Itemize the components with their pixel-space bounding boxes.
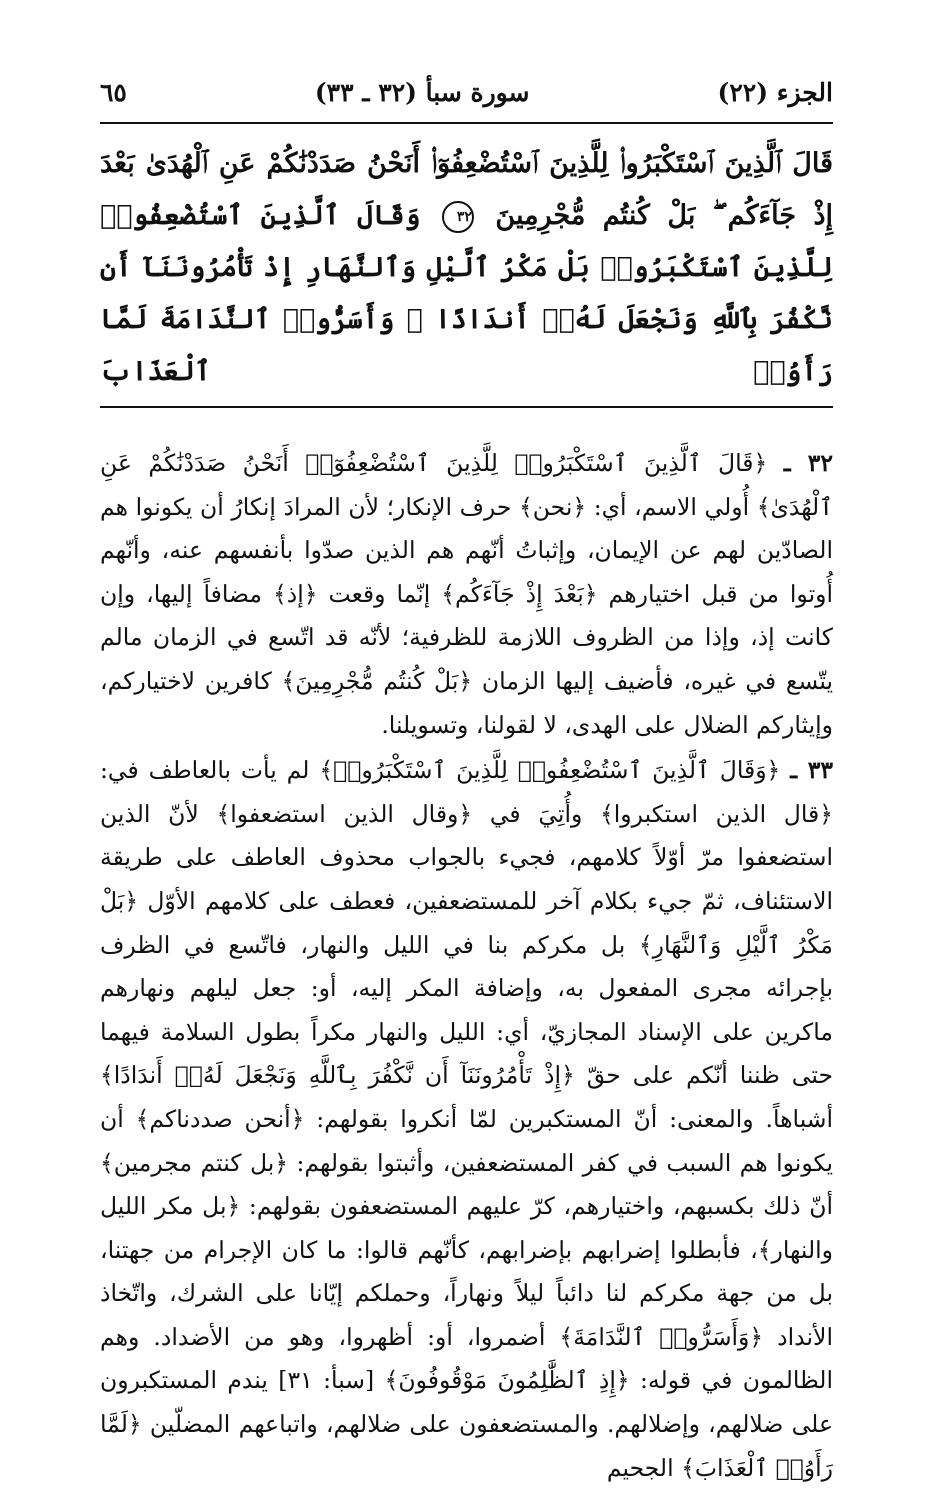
tafsir-paragraph-text: ﴿وَقَالَ ٱلَّذِينَ ٱسْتُضْعِفُوا۟ لِلَّذِينَ ٱسْتَكْبَرُوا۟﴾ لم يأت بالعاطف في: ﴿قال الذين استكبروا﴾ وأُتِيَ في ﴿وقال الذين استضعفوا﴾ لأنّ الذين استضعفوا مرّ أوّلاً كلامهم، فجيء بالجواب محذوف العاطف على طريقة الاستئناف، ثمّ جيء بكلام آخر للمستضعفين، فعطف على كلامهم الأوّل ﴿بَلْ مَكْرُ ٱلَّيْلِ وَٱلنَّهَارِ﴾ بل مكركم بنا في الليل والنهار، فاتّسع في الظرف بإجرائه مجرى المفعول به، وإضافة المكر إليه، أو: جعل ليلهم ونهارهم ماكرين على الإسناد المجازيّ، أي: الليل والنهار مكراً بطول السلامة فيهما حتى ظننا أنّكم على حقّ ﴿إِذْ تَأْمُرُونَنَآ أَن نَّكْفُرَ بِٱللَّهِ وَنَجْعَلَ لَهُۥٓ أَندَادًا﴾ أشباهاً. والمعنى: أنّ المستكبرين لمّا أنكروا بقولهم: ﴿أنحن صددناكم﴾ أن يكونوا هم السبب في كفر المستضعفين، وأثبتوا بقولهم: ﴿بل كنتم مجرمين﴾ أنّ ذلك بكسبهم، واختيارهم، كرّ عليهم المستضعفون بقولهم: ﴿بل مكر الليل والنهار﴾، فأبطلوا إضرابهم بإضرابهم، كأنّهم قالوا: ما كان الإجرام من جهتنا، بل من جهة مكركم لنا دائباً ليلاً ونهاراً، وحملكم إيّانا على الشرك، واتّخاذ الأنداد ﴿وَأَسَرُّوا۟ ٱلنَّدَامَةَ﴾ أضمروا، أو: أظهروا، وهو من الأضداد. وهم الظالمون في قوله: ﴿إِذِ ٱلظَّٰلِمُونَ مَوْقُوفُونَ﴾ [سبأ: ٣١] يندم المستكبرون على ضلالهم، وإضلالهم. والمستضعفون على ضلالهم، واتباعهم المضلّين ﴿لَمَّا رَأَوُا۟ ٱلْعَذَابَ﴾ الجحيم — [100, 756, 833, 1482]
juz-label: الجزء (٢٢) — [717, 78, 833, 107]
page-header — [100, 78, 833, 116]
page-number: ٦٥ — [100, 78, 127, 107]
tafsir-paragraph-32 — [100, 442, 833, 747]
verse-text-part1: قَالَ ٱلَّذِينَ ٱسْتَكْبَرُوا۟ لِلَّذِينَ ٱسْتُضْعِفُوٓا۟ أَنَحْنُ صَدَدْنَٰكُمْ عَنِ ٱلْهُدَىٰ بَعْدَ إِذْ جَآءَكُم ۖ بَلْ كُنتُم مُّجْرِمِينَ — [100, 148, 834, 231]
tafsir-body — [100, 442, 833, 1490]
page — [100, 78, 833, 1490]
tafsir-verse-number: ٣٣ ـ — [790, 756, 833, 785]
ayah-number-marker: ٣٢ — [442, 201, 474, 233]
verse-text-part2: وَقَالَ ٱلَّذِينَ ٱسْتُضْعِفُوا۟ لِلَّذِينَ ٱسْتَكْبَرُوا۟ بَلْ مَكْرُ ٱلَّيْلِ وَٱلنَّهَارِ إِذْ تَأْمُرُونَنَآ أَن نَّكْفُرَ بِٱللَّهِ وَنَجْعَلَ لَهُۥٓ أَندَادًا ۚ وَأَسَرُّوا۟ ٱلنَّدَامَةَ لَمَّا رَأَوُا۟ ٱلْعَذَابَ — [100, 200, 833, 387]
quran-verse-block — [100, 138, 833, 398]
verse-divider — [100, 406, 833, 408]
surah-title: سورة سبأ (٣٢ ـ ٣٣) — [314, 78, 530, 107]
header-divider — [100, 122, 833, 124]
tafsir-paragraph-text: ﴿قَالَ ٱلَّذِينَ ٱسْتَكْبَرُوا۟ لِلَّذِينَ ٱسْتُضْعِفُوٓا۟ أَنَحْنُ صَدَدْنَٰكُمْ عَنِ ٱلْهُدَىٰ﴾ أُولي الاسم، أي: ﴿نحن﴾ حرف الإنكار؛ لأن المرادَ إنكارُ أن يكونوا هم الصادّين لهم عن الإيمان، وإثباتُ أنّهم هم الذين صدّوا بأنفسهم عنه، وأنّهم أُوتوا من قبل اختيارهم ﴿بَعْدَ إِذْ جَآءَكُم﴾ إنّما وقعت ﴿إذ﴾ مضافاً إليها، وإن كانت إذ، وإذا من الظروف اللازمة للظرفية؛ لأنّه قد اتّسع في الزمان مالم يتّسع في غيره، فأضيف إليها الزمان ﴿بَلْ كُنتُم مُّجْرِمِينَ﴾ كافرين لاختياركم، وإيثاركم الضلال على الهدى، لا لقولنا، وتسويلنا. — [100, 449, 833, 739]
tafsir-paragraph-33 — [100, 749, 833, 1490]
tafsir-verse-number: ٣٢ ـ — [783, 449, 833, 477]
